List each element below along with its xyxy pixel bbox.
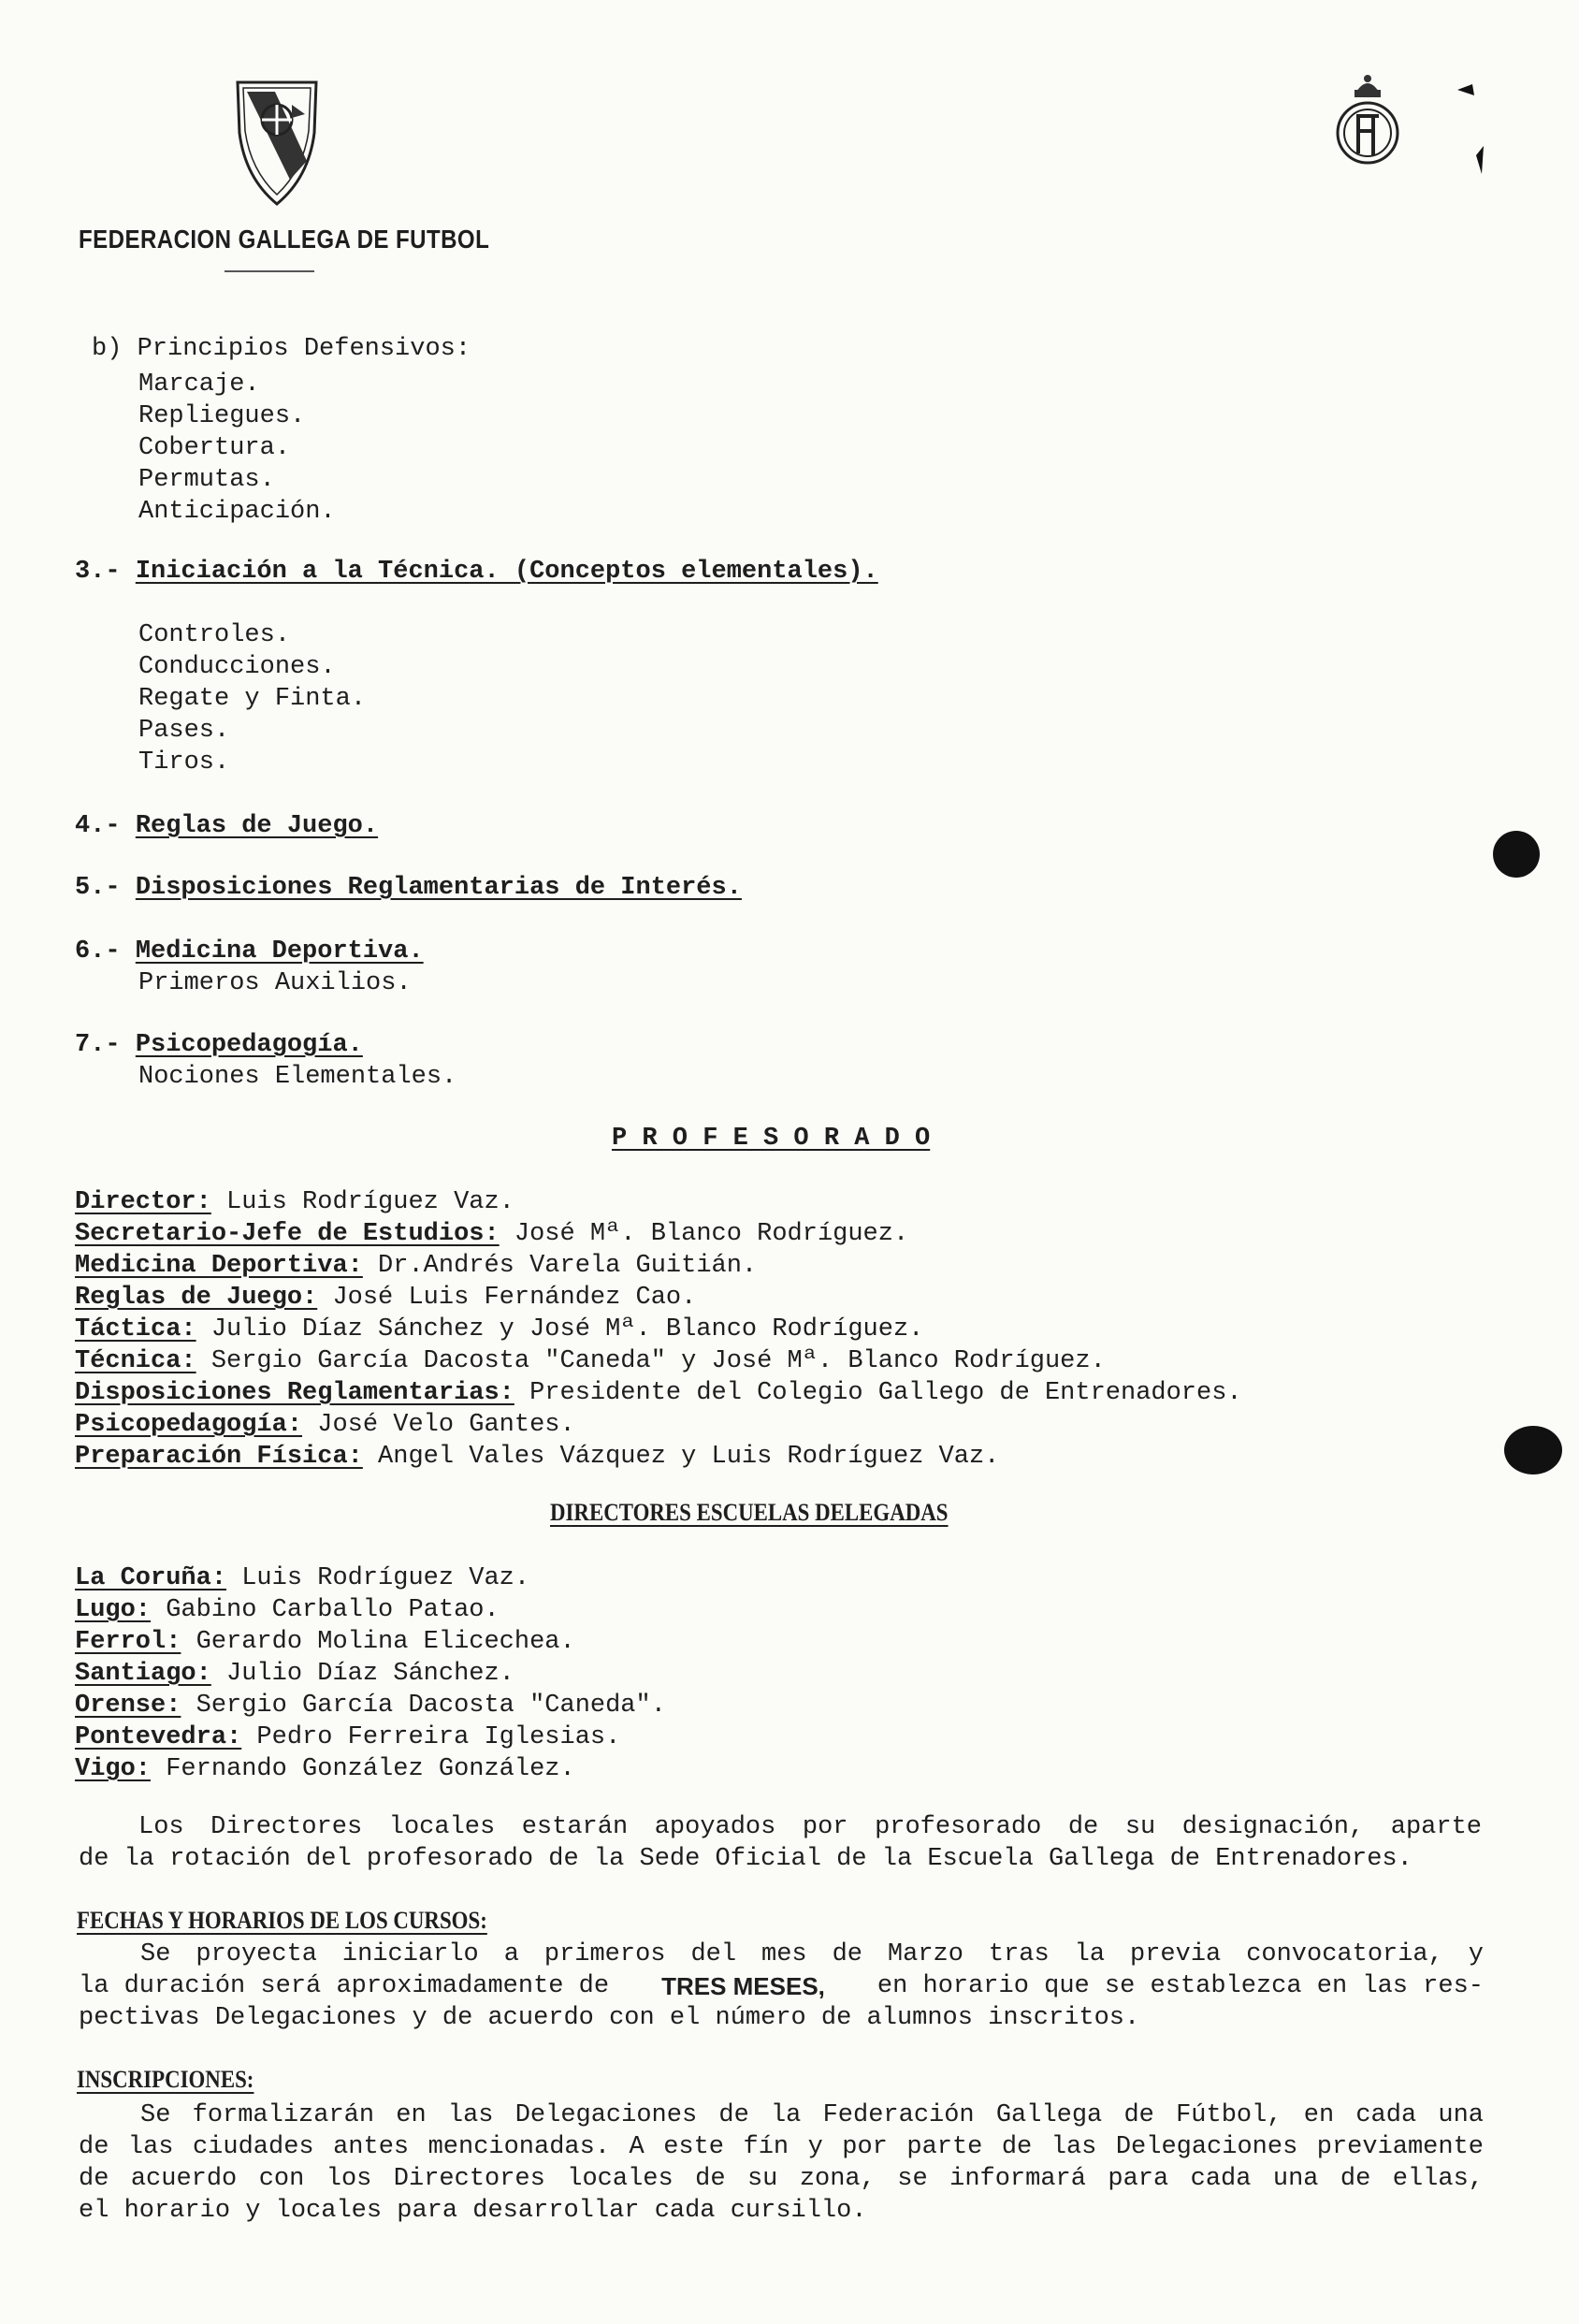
directores-list	[75, 1562, 666, 1785]
list-item	[75, 1186, 1242, 1218]
role-value: Luis Rodríguez Vaz.	[210, 1188, 514, 1216]
city-label: Lugo:	[75, 1596, 152, 1624]
role-value: José Luis Fernández Cao.	[317, 1284, 697, 1312]
fechas-line-1: Se proyecta iniciarlo a primeros del mes de Marzo tras la previa convocatoria, y	[140, 1940, 1484, 1968]
inscripciones-line-4: el horario y locales para desarrollar cada cursillo.	[79, 2197, 867, 2225]
section-3-list	[138, 619, 366, 778]
section-5-heading	[75, 872, 742, 904]
section-title: Iniciación a la Técnica. (Conceptos elementales).	[135, 558, 878, 586]
principios-list	[138, 369, 336, 528]
director-name: Pedro Ferreira Iglesias.	[241, 1723, 621, 1751]
city-label: Ferrol:	[75, 1628, 181, 1656]
inscripciones-line-3: de acuerdo con los Directores locales de su zona, se informará para cada una de ellas,	[79, 2165, 1484, 2193]
royal-federation-seal-icon	[1332, 71, 1403, 177]
inscripciones-line-2: de las ciudades antes mencionadas. A este fín y por parte de las Delegaciones previamente	[79, 2133, 1484, 2161]
list-item	[75, 1441, 1242, 1473]
paragraph-locales-line-2: de la rotación del profesorado de la Sede Oficial de la Escuela Gallega de Entrenadores.	[79, 1845, 1412, 1873]
list-item	[75, 1594, 666, 1626]
fechas-line-2	[79, 1970, 1484, 2002]
list-item: Repliegues.	[138, 402, 306, 430]
list-item	[75, 1314, 1242, 1345]
director-name: Gabino Carballo Patao.	[151, 1596, 500, 1624]
inscripciones-title: INSCRIPCIONES:	[77, 2066, 254, 2093]
list-item: Cobertura.	[138, 434, 291, 462]
list-item	[75, 1218, 1242, 1250]
section-3-heading	[75, 556, 878, 588]
paragraph-locales-line-1: Los Directores locales estarán apoyados por profesorado de su designación, aparte	[138, 1813, 1482, 1841]
role-label: Técnica:	[75, 1347, 196, 1375]
fechas-line-2-end: en horario que se establezca en las res-	[876, 1972, 1484, 2000]
fechas-line-3: pectivas Delegaciones y de acuerdo con el número de alumnos inscritos.	[79, 2004, 1140, 2032]
crest-shield-icon	[234, 77, 320, 212]
role-value: Julio Díaz Sánchez y José Mª. Blanco Rodríguez.	[196, 1315, 924, 1344]
section-number: 4.-	[75, 812, 121, 840]
section-6-heading	[75, 936, 424, 967]
role-label: Reglas de Juego:	[75, 1284, 318, 1312]
role-value: Dr.Andrés Varela Guitián.	[362, 1252, 758, 1280]
list-item	[75, 1377, 1242, 1409]
section-number: 3.-	[75, 558, 121, 586]
fechas-title: FECHAS Y HORARIOS DE LOS CURSOS:	[77, 1907, 487, 1934]
list-item	[75, 1250, 1242, 1282]
list-item	[75, 1721, 666, 1753]
section-7-heading	[75, 1029, 363, 1061]
list-item: Tiros.	[138, 748, 230, 777]
city-label: Pontevedra:	[75, 1723, 242, 1751]
list-item	[75, 1626, 666, 1658]
section-7-sub: Nociones Elementales.	[138, 1063, 457, 1091]
city-label: La Coruña:	[75, 1564, 227, 1592]
list-item	[75, 1562, 666, 1594]
director-name: Fernando González González.	[151, 1755, 575, 1783]
list-item	[75, 1282, 1242, 1314]
role-value: José Velo Gantes.	[302, 1411, 575, 1439]
profesorado-list	[75, 1186, 1242, 1473]
section-title: Medicina Deportiva.	[135, 937, 424, 966]
section-number: 7.-	[75, 1031, 121, 1059]
section-4-heading	[75, 810, 378, 842]
section-title: Disposiciones Reglamentarias de Interés.	[135, 874, 742, 902]
list-item: Regate y Finta.	[138, 685, 367, 713]
role-label: Psicopedagogía:	[75, 1411, 303, 1439]
fechas-line-2-start: la duración será aproximadamente de	[79, 1972, 610, 2000]
duration-highlight: TRES MESES,	[661, 1972, 825, 2000]
punch-hole-lower	[1504, 1426, 1562, 1474]
role-label: Medicina Deportiva:	[75, 1252, 363, 1280]
list-item: Marcaje.	[138, 370, 260, 399]
list-item: Conducciones.	[138, 653, 336, 681]
role-label: Director:	[75, 1188, 211, 1216]
section-title: Reglas de Juego.	[135, 812, 379, 840]
role-label: Táctica:	[75, 1315, 196, 1344]
corner-mark-icon	[1456, 80, 1487, 188]
list-item: Pases.	[138, 717, 230, 745]
role-value: Presidente del Colegio Gallego de Entrenadores.	[514, 1379, 1242, 1407]
section-6-sub: Primeros Auxilios.	[138, 969, 412, 997]
list-item	[75, 1658, 666, 1690]
section-title: Psicopedagogía.	[135, 1031, 363, 1059]
profesorado-title: P R O F E S O R A D O	[612, 1125, 931, 1153]
list-item	[75, 1345, 1242, 1377]
city-label: Vigo:	[75, 1755, 152, 1783]
list-item: Controles.	[138, 621, 291, 649]
role-label: Secretario-Jefe de Estudios:	[75, 1220, 500, 1248]
list-item	[75, 1753, 666, 1785]
city-label: Santiago:	[75, 1660, 211, 1688]
directores-title: DIRECTORES ESCUELAS DELEGADAS	[550, 1499, 949, 1526]
section-number: 5.-	[75, 874, 121, 902]
section-number: 6.-	[75, 937, 121, 966]
role-label: Disposiciones Reglamentarias:	[75, 1379, 514, 1407]
role-value: Sergio García Dacosta "Caneda" y José Mª. Blanco Rodríguez.	[196, 1347, 1106, 1375]
role-value: Angel Vales Vázquez y Luis Rodríguez Vaz.	[362, 1443, 1000, 1471]
director-name: Gerardo Molina Elicechea.	[181, 1628, 575, 1656]
director-name: Julio Díaz Sánchez.	[210, 1660, 514, 1688]
role-value: José Mª. Blanco Rodríguez.	[499, 1220, 909, 1248]
list-item	[75, 1409, 1242, 1441]
role-label: Preparación Física:	[75, 1443, 363, 1471]
header-rule	[225, 270, 314, 272]
org-name: FEDERACION GALLEGA DE FUTBOL	[79, 225, 490, 254]
list-item	[75, 1690, 666, 1721]
list-item: Anticipación.	[138, 498, 336, 526]
principios-title: b) Principios Defensivos:	[92, 335, 471, 363]
director-name: Luis Rodríguez Vaz.	[226, 1564, 530, 1592]
director-name: Sergio García Dacosta "Caneda".	[181, 1692, 666, 1720]
list-item: Permutas.	[138, 466, 275, 494]
city-label: Orense:	[75, 1692, 181, 1720]
inscripciones-line-1: Se formalizarán en las Delegaciones de la Federación Gallega de Fútbol, en cada una	[140, 2101, 1484, 2129]
punch-hole-upper	[1493, 831, 1540, 878]
